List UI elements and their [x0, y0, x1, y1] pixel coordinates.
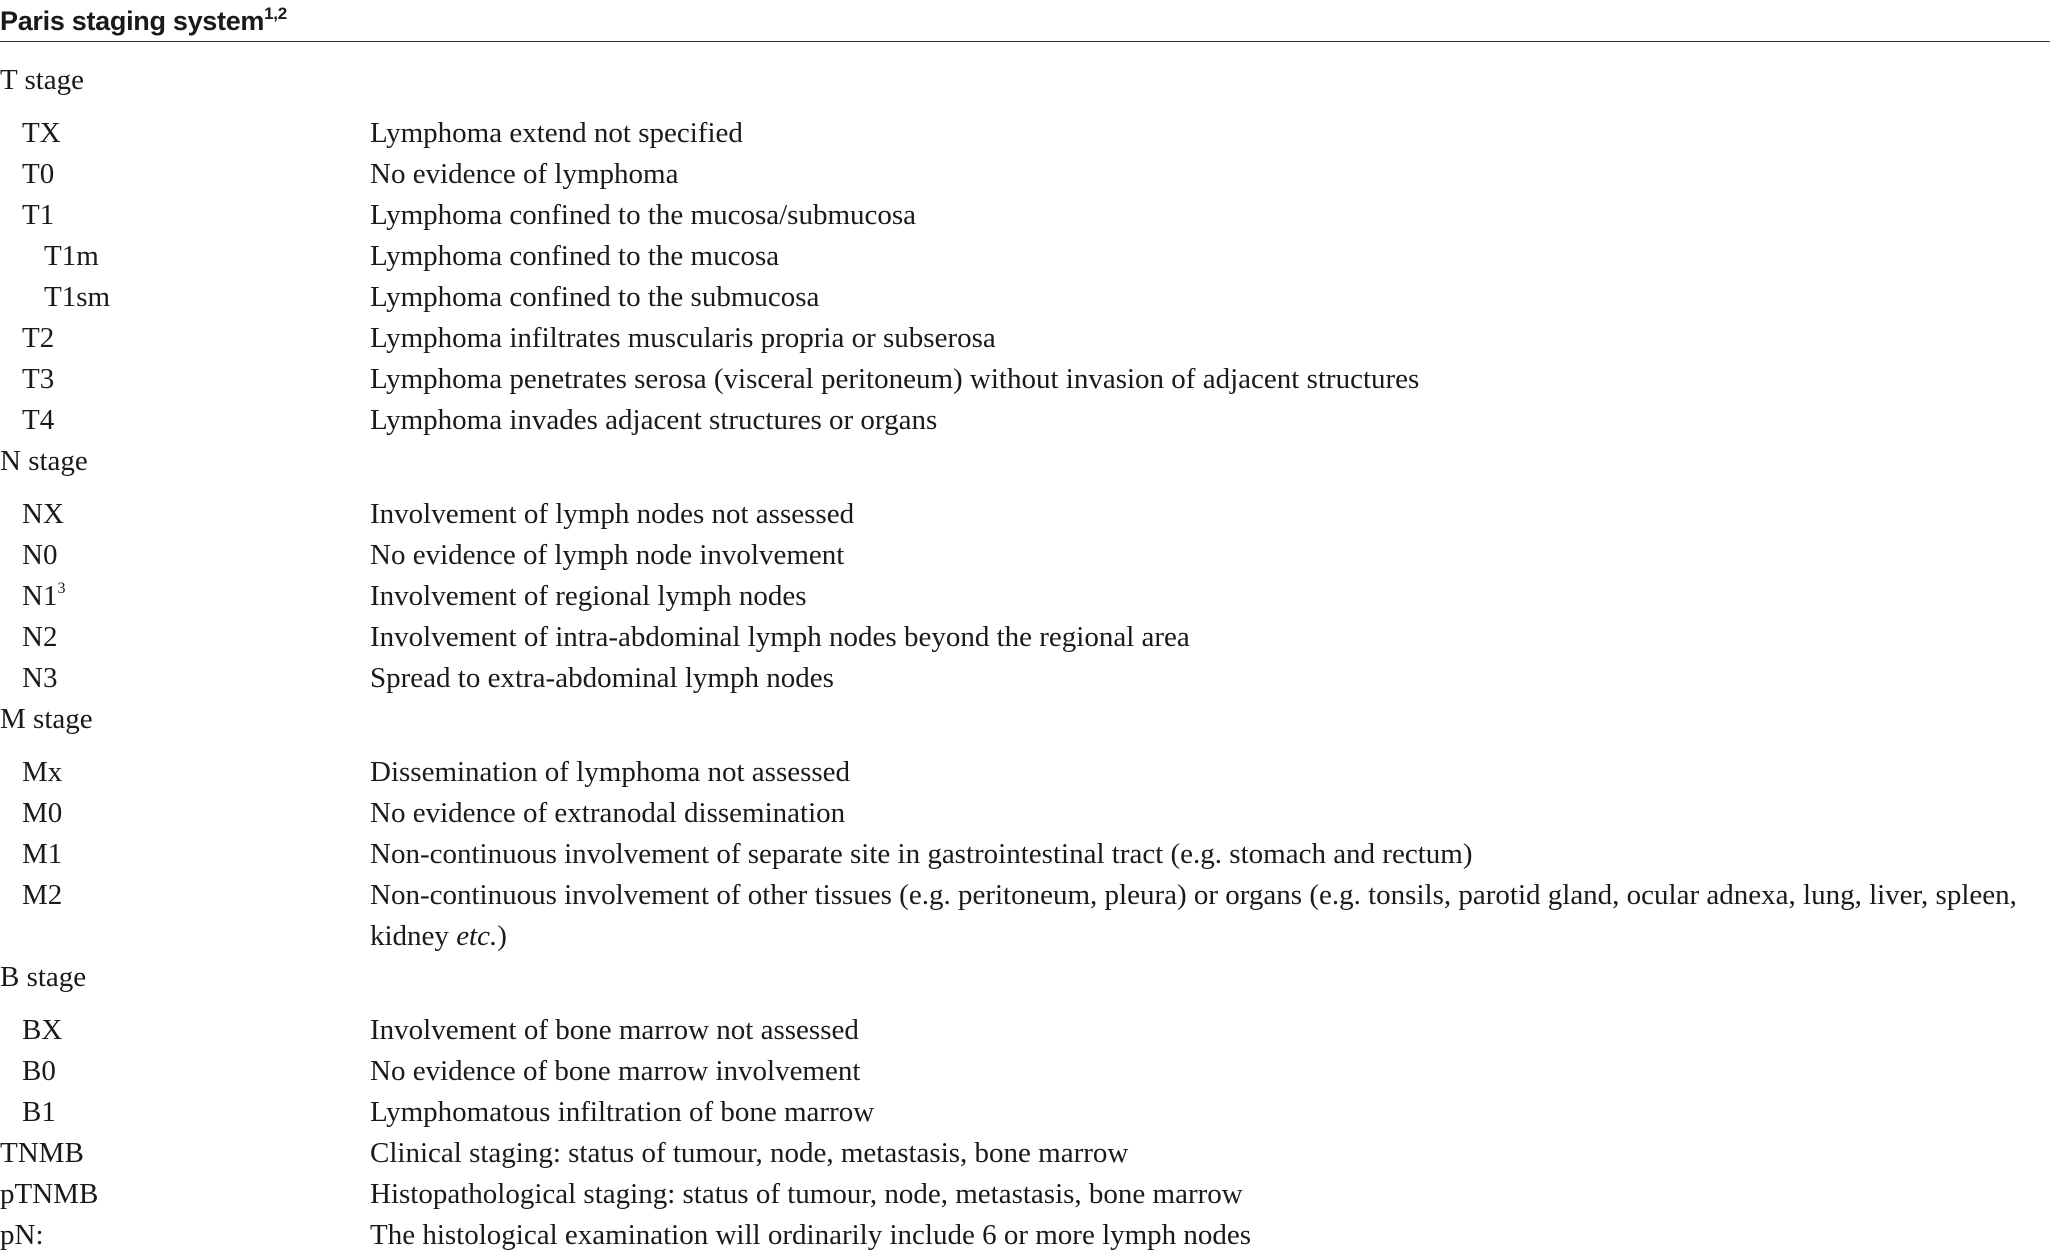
stage-description-text: Histopathological staging: status of tumour, node, metastasis, bone marrow [370, 1178, 1243, 1210]
stage-code [22, 535, 57, 576]
table-row [0, 1092, 2050, 1133]
stage-description-text: No evidence of lymph node involvement [370, 539, 845, 571]
stage-description [370, 576, 2042, 617]
stage-description-text: Non-continuous involvement of other tissues (e.g. peritoneum, pleura) or organs (e.g. tonsils, parotid gland, ocular adnexa, lung, liver, spleen, kidney [370, 879, 2017, 952]
stage-description [370, 957, 2042, 1010]
section-heading [0, 699, 93, 740]
stage-description-text: Lymphoma extend not specified [370, 117, 743, 149]
stage-code-text: N3 [22, 662, 58, 694]
table-row [0, 658, 2050, 699]
stage-code [22, 359, 54, 400]
stage-code-text: N stage [0, 445, 88, 477]
stage-description [370, 617, 2042, 658]
table-title-text: Paris staging system [0, 6, 265, 36]
stage-description-text: Involvement of bone marrow not assessed [370, 1014, 859, 1046]
stage-code [22, 617, 57, 658]
stage-code [22, 834, 62, 875]
table-row [0, 318, 2050, 359]
stage-description [370, 1092, 2042, 1133]
table-row [0, 617, 2050, 658]
stage-code [22, 793, 62, 834]
stage-code-text: T1 [22, 199, 55, 231]
stage-description [370, 1174, 2042, 1215]
table-row [0, 793, 2050, 834]
stage-code-text: TX [22, 117, 61, 149]
stage-description [370, 154, 2042, 195]
stage-code-text: N0 [22, 539, 58, 571]
stage-code-text: T stage [0, 64, 85, 96]
stage-description [370, 1133, 2042, 1174]
stage-description-text: Lymphoma confined to the mucosa [370, 240, 780, 272]
stage-code [22, 113, 61, 154]
section-heading-row [0, 699, 2050, 752]
stage-code [22, 752, 62, 793]
stage-code [22, 494, 64, 535]
stage-description [370, 236, 2042, 277]
stage-description [370, 60, 2042, 113]
stage-code [0, 1133, 84, 1174]
stage-description [370, 195, 2042, 236]
stage-code-text: B stage [0, 961, 87, 993]
stage-description-text: No evidence of bone marrow involvement [370, 1055, 861, 1087]
stage-description-text: Lymphoma infiltrates muscularis propria or subserosa [370, 322, 996, 354]
stage-code-text: pN: [0, 1219, 44, 1251]
stage-code-text: NX [22, 498, 64, 530]
stage-code-text: TNMB [0, 1137, 84, 1169]
stage-code [22, 154, 54, 195]
stage-code [22, 875, 62, 916]
table-row [0, 494, 2050, 535]
stage-code-text: M stage [0, 703, 93, 735]
table-row [0, 113, 2050, 154]
stage-code-text: T1m [44, 240, 99, 272]
table-row [0, 195, 2050, 236]
stage-code-text: T0 [22, 158, 55, 190]
table-row [0, 400, 2050, 441]
stage-description-italic: etc. [456, 920, 498, 952]
table-row [0, 154, 2050, 195]
stage-code [22, 1010, 62, 1051]
stage-description [370, 441, 2042, 494]
table-title-superscript: 1,2 [264, 4, 287, 23]
table-row [0, 752, 2050, 793]
stage-code-text: N2 [22, 621, 58, 653]
footnote-marker: 3 [57, 580, 66, 597]
stage-code [22, 1092, 56, 1133]
stage-description-text: Lymphoma confined to the submucosa [370, 281, 820, 313]
stage-description-tail: ) [497, 920, 507, 952]
stage-description [370, 277, 2042, 318]
table-row [0, 236, 2050, 277]
table-row [0, 1010, 2050, 1051]
stage-code [22, 195, 54, 236]
header-rule [0, 41, 2050, 42]
stage-description-text: Involvement of regional lymph nodes [370, 580, 807, 612]
stage-description [370, 1215, 2042, 1256]
stage-code [44, 236, 99, 277]
stage-description-text: Lymphoma penetrates serosa (visceral peritoneum) without invasion of adjacent structures [370, 363, 1420, 395]
table-row [0, 277, 2050, 318]
stage-description [370, 752, 2042, 793]
section-heading [0, 60, 84, 101]
table-row [0, 834, 2050, 875]
stage-code-text: B0 [22, 1055, 56, 1087]
stage-description [370, 875, 2042, 957]
stage-description [370, 699, 2042, 752]
table-row [0, 1051, 2050, 1092]
stage-code [22, 400, 54, 441]
table-row [0, 1133, 2050, 1174]
stage-description-text: Non-continuous involvement of separate site in gastrointestinal tract (e.g. stomach and rectum) [370, 838, 1473, 870]
stage-description [370, 494, 2042, 535]
stage-code-text: T4 [22, 404, 55, 436]
stage-description [370, 318, 2042, 359]
table-row [0, 1215, 2050, 1256]
stage-description [370, 1051, 2042, 1092]
stage-code-text: BX [22, 1014, 63, 1046]
stage-code-text: T2 [22, 322, 55, 354]
stage-code-text: T1sm [44, 281, 111, 313]
stage-description-text: Clinical staging: status of tumour, node, metastasis, bone marrow [370, 1137, 1129, 1169]
stage-description-text: No evidence of lymphoma [370, 158, 679, 190]
stage-description [370, 834, 2042, 875]
staging-table-body [0, 60, 2050, 1256]
section-heading [0, 441, 88, 482]
stage-description-text: Lymphomatous infiltration of bone marrow [370, 1096, 875, 1128]
stage-code-text: M0 [22, 797, 63, 829]
table-row [0, 535, 2050, 576]
stage-code-text: M1 [22, 838, 63, 870]
stage-code [22, 576, 65, 617]
section-heading-row [0, 441, 2050, 494]
stage-description-text: Lymphoma invades adjacent structures or organs [370, 404, 938, 436]
section-heading-row [0, 60, 2050, 113]
table-row [0, 875, 2050, 957]
stage-code-text: N1 [22, 580, 58, 612]
stage-description-text: Dissemination of lymphoma not assessed [370, 756, 851, 788]
table-row [0, 359, 2050, 400]
stage-description-text: Involvement of intra-abdominal lymph nodes beyond the regional area [370, 621, 1190, 653]
stage-code [22, 318, 54, 359]
stage-code-text: B1 [22, 1096, 56, 1128]
stage-description [370, 535, 2042, 576]
stage-description-text: Lymphoma confined to the mucosa/submucosa [370, 199, 917, 231]
stage-description [370, 359, 2042, 400]
stage-description [370, 658, 2042, 699]
stage-description-text: No evidence of extranodal dissemination [370, 797, 846, 829]
table-title [0, 4, 287, 38]
stage-description-text: Involvement of lymph nodes not assessed [370, 498, 855, 530]
stage-description-text: Spread to extra-abdominal lymph nodes [370, 662, 834, 694]
stage-code [44, 277, 110, 318]
table-row [0, 1174, 2050, 1215]
stage-description-text: The histological examination will ordinarily include 6 or more lymph nodes [370, 1219, 1252, 1251]
stage-code-text: Mx [22, 756, 63, 788]
section-heading-row [0, 957, 2050, 1010]
stage-code-text: T3 [22, 363, 55, 395]
stage-code-text: M2 [22, 879, 63, 911]
stage-code-text: pTNMB [0, 1178, 99, 1210]
stage-code [0, 1215, 44, 1256]
stage-code [22, 1051, 56, 1092]
stage-description [370, 1010, 2042, 1051]
stage-description [370, 113, 2042, 154]
section-heading [0, 957, 86, 998]
stage-description [370, 793, 2042, 834]
table-row [0, 576, 2050, 617]
stage-code [22, 658, 57, 699]
stage-description [370, 400, 2042, 441]
stage-code [0, 1174, 98, 1215]
